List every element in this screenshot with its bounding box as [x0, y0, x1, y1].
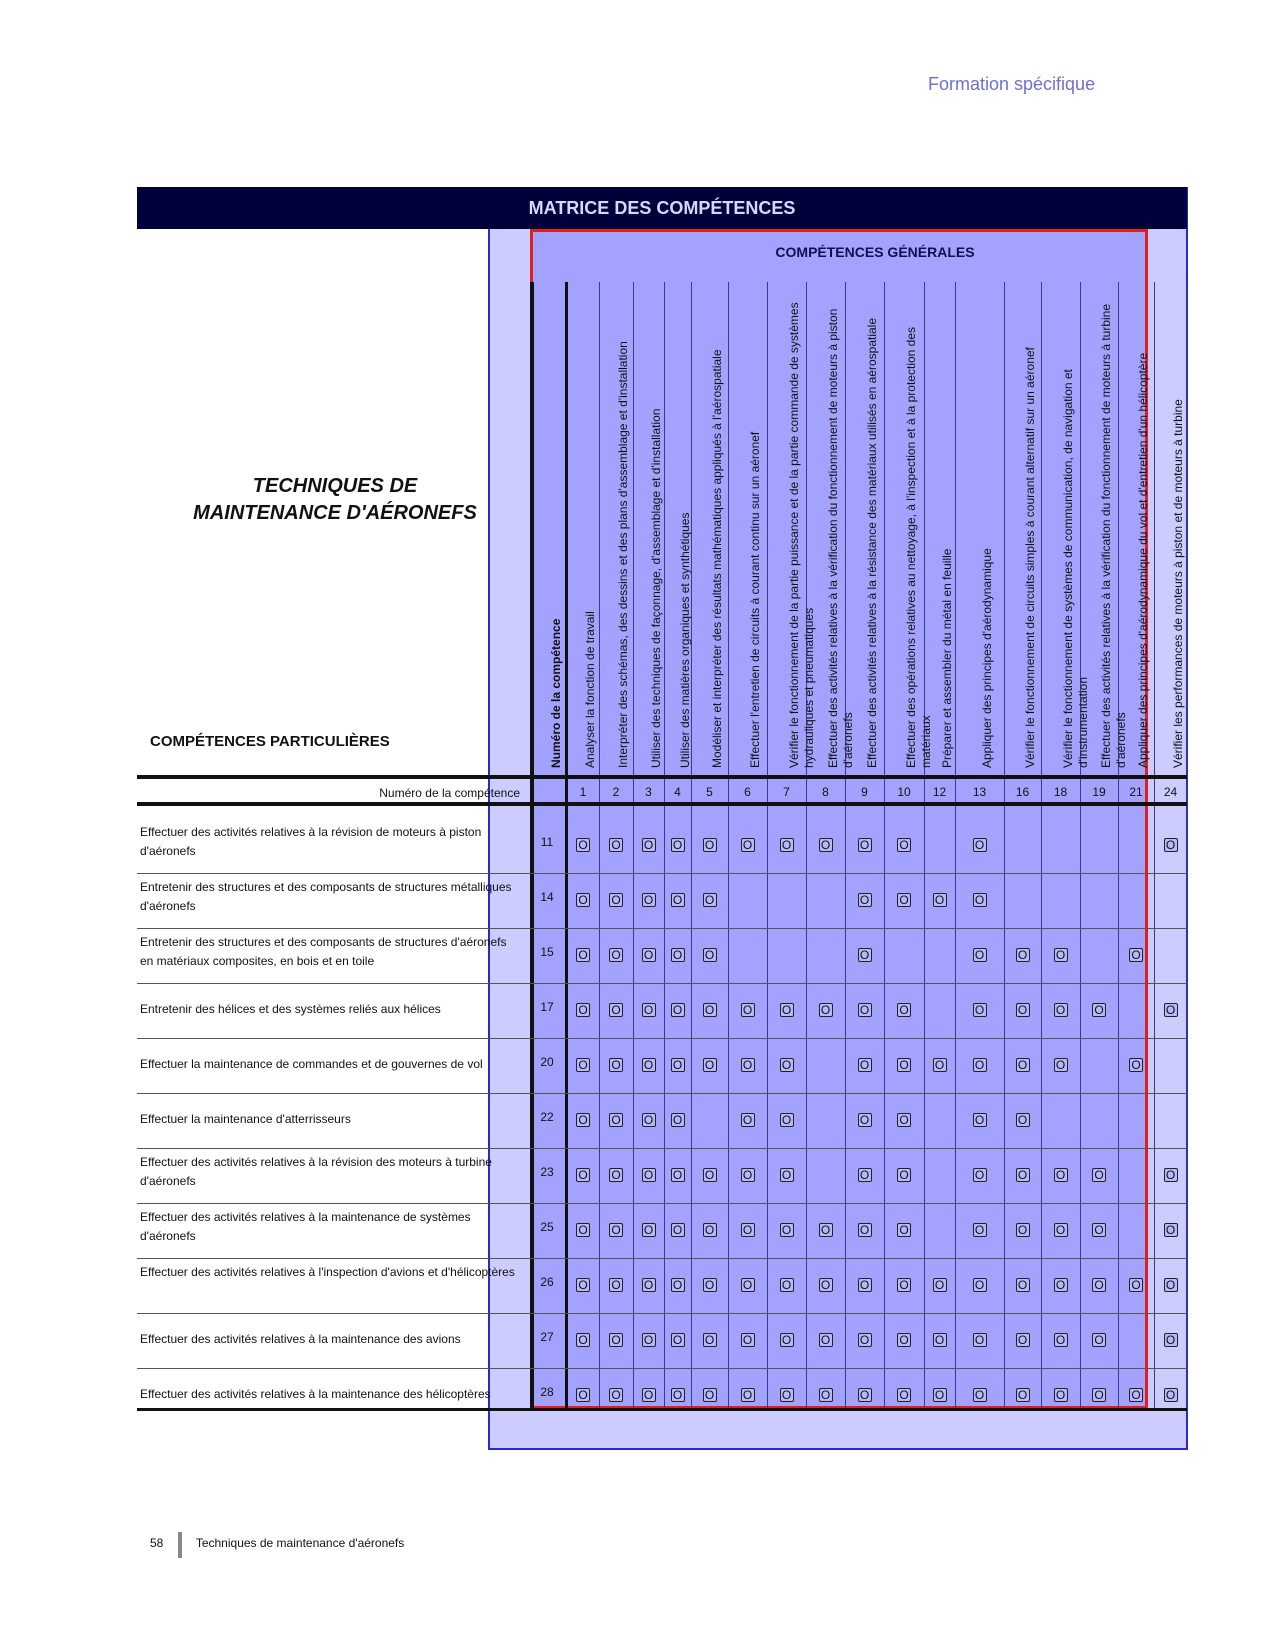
competency-mark: O — [819, 1333, 833, 1347]
column-header-16 — [1004, 282, 1041, 772]
competency-mark: O — [741, 1003, 755, 1017]
competency-mark: O — [1092, 1168, 1106, 1182]
competency-mark: O — [973, 838, 987, 852]
competency-mark: O — [1016, 948, 1030, 962]
competency-mark: O — [671, 1278, 685, 1292]
row-separator — [137, 1093, 1187, 1094]
column-header-18 — [1041, 282, 1090, 772]
row-label: Effectuer des activités relatives à l'inspection d'avions et d'hélicoptères — [140, 1265, 515, 1279]
column-header-label: Utiliser des matières organiques et synthétiques — [677, 512, 692, 768]
row-separator — [137, 1203, 1187, 1204]
competency-mark: O — [642, 948, 656, 962]
competency-mark: O — [933, 893, 947, 907]
competency-mark: O — [1054, 1223, 1068, 1237]
competency-mark: O — [1164, 1003, 1178, 1017]
column-header-label: Effectuer l'entretien de circuits à courant continu sur un aéronef — [747, 431, 762, 768]
program-title-line2: MAINTENANCE D'AÉRONEFS — [193, 502, 477, 524]
competency-mark: O — [1092, 1223, 1106, 1237]
competency-mark: O — [642, 1058, 656, 1072]
column-header-7 — [767, 282, 816, 772]
competency-mark: O — [858, 948, 872, 962]
competency-mark: O — [576, 1333, 590, 1347]
column-header-19 — [1080, 282, 1128, 772]
competency-mark: O — [609, 1058, 623, 1072]
competency-mark: O — [703, 1333, 717, 1347]
column-header-label: Vérifier le fonctionnement de circuits simples à courant alternatif sur un aéronef — [1022, 347, 1037, 768]
competency-mark: O — [1016, 1168, 1030, 1182]
header-rule — [137, 775, 1187, 779]
competency-mark: O — [780, 1113, 794, 1127]
competency-mark: O — [819, 1223, 833, 1237]
column-header-label: Vérifier les performances de moteurs à piston et de moteurs à turbine — [1170, 399, 1185, 768]
footer-title: Techniques de maintenance d'aéronefs — [195, 1536, 405, 1550]
competency-mark: O — [642, 1003, 656, 1017]
column-header-13 — [955, 282, 1004, 772]
competency-mark: O — [741, 1223, 755, 1237]
competency-mark: O — [576, 1278, 590, 1292]
competency-mark: O — [741, 1168, 755, 1182]
competency-mark: O — [819, 1278, 833, 1292]
competency-mark: O — [1164, 1168, 1178, 1182]
competency-mark: O — [1164, 1388, 1178, 1402]
competency-mark: O — [671, 1223, 685, 1237]
competency-mark: O — [858, 1278, 872, 1292]
competency-mark: O — [1054, 948, 1068, 962]
row-number: 15 — [540, 945, 554, 959]
competency-mark: O — [609, 1388, 623, 1402]
competency-mark: O — [671, 1333, 685, 1347]
number-row-label: Numéro de la compétence — [379, 786, 520, 800]
competency-mark: O — [1164, 1278, 1178, 1292]
competency-mark: O — [1092, 1388, 1106, 1402]
competency-mark: O — [897, 1113, 911, 1127]
competency-mark: O — [671, 893, 685, 907]
competency-mark: O — [897, 893, 911, 907]
competency-mark: O — [642, 893, 656, 907]
column-header-label: Vérifier le fonctionnement de la partie puissance et de la partie commande de systèmes hydrauliques et pneumatiques — [786, 302, 816, 768]
competency-mark: O — [973, 1058, 987, 1072]
competency-mark: O — [703, 1168, 717, 1182]
competency-mark: O — [1129, 1388, 1143, 1402]
column-number: 3 — [645, 785, 652, 799]
row-label: Effectuer des activités relatives à la révision des moteurs à turbine d'aéronefs — [140, 1155, 492, 1188]
section-title: Formation spécifique — [928, 74, 1096, 94]
competency-mark: O — [780, 1168, 794, 1182]
column-header-label: Vérifier le fonctionnement de systèmes de communication, de navigation et d'instrumentation — [1060, 369, 1090, 768]
competency-mark: O — [780, 1058, 794, 1072]
column-header-label: Utiliser des techniques de façonnage, d'assemblage et d'installation — [648, 408, 663, 768]
column-number: 2 — [612, 785, 620, 799]
competency-mark: O — [780, 1223, 794, 1237]
competency-mark: O — [858, 1168, 872, 1182]
competency-mark: O — [576, 838, 590, 852]
competency-mark: O — [741, 1058, 755, 1072]
competency-mark: O — [741, 1278, 755, 1292]
competency-mark: O — [780, 838, 794, 852]
row-label: Effectuer des activités relatives à la maintenance de systèmes d'aéronefs — [140, 1210, 471, 1243]
row-number: 17 — [540, 1000, 554, 1014]
row-label: Entretenir des structures et des composants de structures métalliques d'aéronefs — [140, 880, 512, 913]
competency-mark: O — [973, 893, 987, 907]
competency-mark: O — [897, 1058, 911, 1072]
competency-mark: O — [858, 1333, 872, 1347]
column-header-label: Modéliser et interpréter des résultats mathématiques appliqués à l'aérospatiale — [709, 349, 724, 768]
row-label: Effectuer des activités relatives à la maintenance des avions — [140, 1332, 461, 1346]
number-column-header-text: Numéro de la compétence — [549, 618, 563, 768]
competency-mark: O — [973, 1113, 987, 1127]
row-separator — [137, 928, 1187, 929]
competency-mark: O — [741, 1388, 755, 1402]
competency-mark: O — [819, 1003, 833, 1017]
competency-mark: O — [741, 838, 755, 852]
column-header-label: Préparer et assembler du métal en feuille — [939, 548, 954, 768]
competency-mark: O — [671, 838, 685, 852]
competency-mark: O — [973, 1223, 987, 1237]
column-number: 24 — [1163, 785, 1178, 799]
column-header-5 — [691, 282, 728, 772]
column-header-label: Effectuer des activités relatives à la résistance des matériaux utilisés en aérospatiale — [864, 317, 879, 768]
row-number: 23 — [540, 1165, 554, 1179]
column-number: 16 — [1015, 785, 1030, 799]
competency-mark: O — [858, 1058, 872, 1072]
competency-mark: O — [858, 1113, 872, 1127]
competency-mark: O — [1016, 1113, 1030, 1127]
row-number: 28 — [540, 1385, 554, 1399]
competency-mark: O — [609, 948, 623, 962]
bottom-rule — [137, 1408, 1187, 1411]
matrix-title: MATRICE DES COMPÉTENCES — [528, 198, 796, 218]
competency-mark: O — [642, 1278, 656, 1292]
competency-mark: O — [609, 893, 623, 907]
competency-mark: O — [933, 1058, 947, 1072]
competency-mark: O — [576, 1113, 590, 1127]
column-number: 10 — [897, 785, 911, 799]
competency-mark: O — [780, 1333, 794, 1347]
competency-mark: O — [1016, 1003, 1030, 1017]
column-header-label: Effectuer des activités relatives à la vérification du fonctionnement de moteurs à turbine d'aéronefs — [1099, 303, 1128, 768]
row-label: Effectuer des activités relatives à la révision de moteurs à piston d'aéronefs — [140, 825, 482, 858]
column-header-label: Appliquer des principes d'aérodynamique — [979, 548, 994, 768]
competency-mark: O — [1092, 1278, 1106, 1292]
competency-mark: O — [819, 1388, 833, 1402]
column-header-8 — [806, 282, 855, 772]
competency-mark: O — [703, 1223, 717, 1237]
column-number: 9 — [861, 785, 868, 799]
competency-mark: O — [1016, 1058, 1030, 1072]
row-number: 11 — [540, 835, 554, 849]
competency-mark: O — [642, 1223, 656, 1237]
column-header-2 — [599, 282, 633, 772]
row-number: 20 — [540, 1055, 554, 1069]
competency-mark: O — [671, 948, 685, 962]
competency-mark: O — [897, 1168, 911, 1182]
column-divider — [1187, 282, 1188, 1409]
column-header-10 — [884, 282, 933, 772]
competency-mark: O — [973, 948, 987, 962]
competency-mark: O — [576, 1003, 590, 1017]
competency-mark: O — [973, 1388, 987, 1402]
competency-mark: O — [741, 1113, 755, 1127]
competency-mark: O — [1054, 1168, 1068, 1182]
competency-mark: O — [973, 1333, 987, 1347]
column-number: 18 — [1053, 785, 1068, 799]
competency-mark: O — [858, 893, 872, 907]
competency-mark: O — [1016, 1388, 1030, 1402]
column-header-label: Effectuer des activités relatives à la vérification du fonctionnement de moteurs à piston d'aéronefs — [825, 308, 855, 768]
competency-mark: O — [703, 948, 717, 962]
row-label: Effectuer des activités relatives à la maintenance des hélicoptères — [140, 1387, 491, 1401]
competency-mark: O — [1164, 1223, 1178, 1237]
competency-mark: O — [933, 1278, 947, 1292]
column-header-label: Effectuer des opérations relatives au nettoyage, à l'inspection et à la protection des matériaux — [904, 326, 933, 768]
competency-mark: O — [973, 1003, 987, 1017]
competency-mark: O — [858, 1388, 872, 1402]
competency-mark: O — [897, 1003, 911, 1017]
program-title — [160, 473, 510, 527]
competency-mark: O — [858, 1223, 872, 1237]
competency-mark: O — [703, 1058, 717, 1072]
row-separator — [137, 1038, 1187, 1039]
competency-mark: O — [973, 1168, 987, 1182]
competency-mark: O — [671, 1388, 685, 1402]
competency-mark: O — [642, 1113, 656, 1127]
column-header-9 — [845, 282, 884, 772]
competency-mark: O — [609, 1003, 623, 1017]
column-number: 7 — [783, 785, 790, 799]
competency-mark: O — [933, 1388, 947, 1402]
column-number: 21 — [1129, 785, 1143, 799]
competency-mark: O — [1054, 1333, 1068, 1347]
competency-mark: O — [1016, 1278, 1030, 1292]
column-number: 5 — [706, 785, 713, 799]
row-separator — [137, 873, 1187, 874]
competency-mark: O — [609, 838, 623, 852]
competency-mark: O — [703, 1388, 717, 1402]
row-label: Entretenir des hélices et des systèmes reliés aux hélices — [140, 1002, 441, 1016]
competency-mark: O — [609, 1223, 623, 1237]
row-separator — [137, 1258, 1187, 1259]
competency-mark: O — [897, 1278, 911, 1292]
competency-mark: O — [1164, 838, 1178, 852]
column-number: 4 — [674, 785, 681, 799]
competency-mark: O — [576, 893, 590, 907]
competency-mark: O — [609, 1113, 623, 1127]
row-separator — [137, 983, 1187, 984]
competency-mark: O — [642, 1168, 656, 1182]
column-number: 1 — [579, 785, 587, 799]
row-number: 25 — [540, 1220, 554, 1234]
column-header-4 — [664, 282, 691, 772]
column-header-1 — [567, 282, 599, 772]
competency-mark: O — [741, 1333, 755, 1347]
program-title-line1: TECHNIQUES DE — [252, 475, 418, 497]
row-label: Effectuer la maintenance d'atterrisseurs — [140, 1112, 351, 1126]
competency-mark: O — [1129, 1278, 1143, 1292]
competency-mark: O — [933, 1333, 947, 1347]
competency-mark: O — [780, 1003, 794, 1017]
competency-mark: O — [780, 1278, 794, 1292]
competency-mark: O — [703, 1003, 717, 1017]
competency-mark: O — [973, 1278, 987, 1292]
competency-mark: O — [1054, 1058, 1068, 1072]
competency-mark: O — [671, 1058, 685, 1072]
page-footer — [150, 1536, 404, 1550]
competency-mark: O — [897, 1388, 911, 1402]
competency-mark: O — [897, 1333, 911, 1347]
column-number: 19 — [1092, 785, 1106, 799]
row-number: 14 — [540, 890, 554, 904]
particular-competencies-label: COMPÉTENCES PARTICULIÈRES — [150, 733, 390, 750]
column-header-6 — [728, 282, 767, 772]
competency-mark: O — [609, 1168, 623, 1182]
competency-mark: O — [642, 1388, 656, 1402]
row-separator — [137, 1368, 1187, 1369]
competency-mark: O — [1016, 1333, 1030, 1347]
column-number: 13 — [972, 785, 987, 799]
column-number: 8 — [822, 785, 829, 799]
competency-mark: O — [642, 1333, 656, 1347]
column-header-3 — [633, 282, 664, 772]
competency-mark: O — [1129, 1058, 1143, 1072]
competency-mark: O — [1054, 1278, 1068, 1292]
column-header-label: Appliquer des principes d'aérodynamique du vol et d'entretien d'un hélicoptère — [1136, 352, 1150, 768]
competency-mark: O — [1054, 1003, 1068, 1017]
competency-mark: O — [1092, 1333, 1106, 1347]
competency-mark: O — [858, 838, 872, 852]
row-separator — [137, 1148, 1187, 1149]
row-number: 22 — [540, 1110, 554, 1124]
competency-mark: O — [576, 1168, 590, 1182]
competency-mark: O — [1092, 1003, 1106, 1017]
row-number: 26 — [540, 1275, 554, 1289]
competency-mark: O — [703, 838, 717, 852]
competency-mark: O — [576, 1223, 590, 1237]
competency-mark: O — [1016, 1223, 1030, 1237]
competency-mark: O — [858, 1003, 872, 1017]
column-number: 6 — [744, 785, 751, 799]
number-column-header — [532, 282, 566, 772]
competency-mark: O — [1164, 1333, 1178, 1347]
competency-mark: O — [642, 838, 656, 852]
general-competencies-label: COMPÉTENCES GÉNÉRALES — [775, 244, 975, 260]
competency-mark: O — [780, 1388, 794, 1402]
competency-mark: O — [609, 1278, 623, 1292]
column-header-label: Interpréter des schémas, des dessins et des plans d'assemblage et d'installation — [616, 341, 630, 768]
competency-mark: O — [703, 893, 717, 907]
row-separator — [137, 1313, 1187, 1314]
competency-mark: O — [897, 1223, 911, 1237]
competency-mark: O — [1054, 1388, 1068, 1402]
competency-mark: O — [576, 948, 590, 962]
row-number: 27 — [540, 1330, 554, 1344]
competency-mark: O — [897, 838, 911, 852]
column-number: 12 — [932, 785, 947, 799]
competency-mark: O — [1129, 948, 1143, 962]
competency-mark: O — [671, 1003, 685, 1017]
column-header-24 — [1154, 282, 1187, 772]
column-header-12 — [924, 282, 955, 772]
competency-mark: O — [576, 1388, 590, 1402]
competency-mark: O — [671, 1168, 685, 1182]
competency-mark: O — [703, 1278, 717, 1292]
competency-mark: O — [609, 1333, 623, 1347]
column-header-21 — [1118, 282, 1154, 772]
row-label: Entretenir des structures et des composants de structures d'aéronefs en matériaux composites, en bois et en toile — [140, 935, 507, 968]
competency-mark: O — [671, 1113, 685, 1127]
row-label: Effectuer la maintenance de commandes et de gouvernes de vol — [140, 1057, 483, 1071]
column-header-label: Analyser la fonction de travail — [583, 611, 597, 768]
page-number: 58 — [150, 1536, 164, 1550]
competency-mark: O — [576, 1058, 590, 1072]
competency-mark: O — [819, 838, 833, 852]
